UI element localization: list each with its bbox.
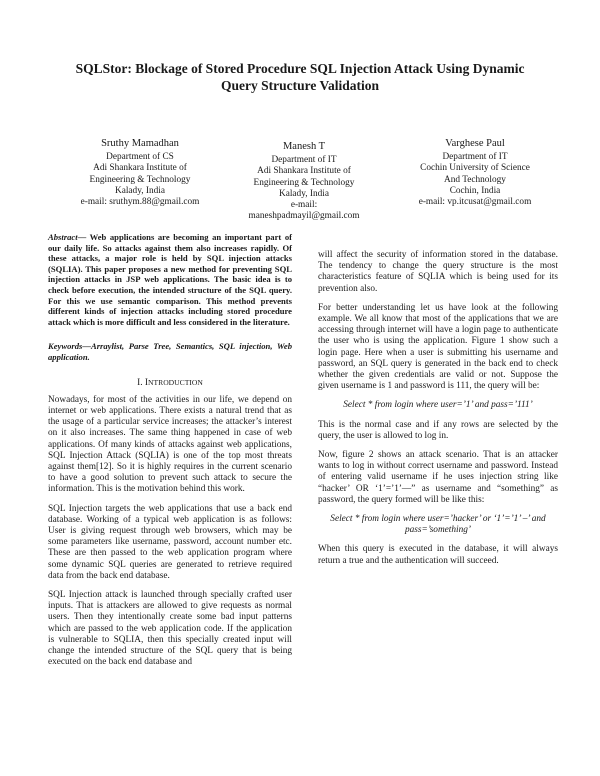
author-email-label: e-mail: (290, 200, 318, 211)
author-location: Kalady, India (115, 185, 165, 196)
keywords: Keywords—Arraylist, Parse Tree, Semantics, SQL injection, Web application. (48, 341, 292, 362)
paragraph: When this query is executed in the database, it will always return a true and the authentication will succeed. (318, 544, 558, 566)
author-dept: Department of IT (442, 152, 508, 163)
author-inst-2: Engineering & Technology (89, 174, 191, 185)
author-location: Cochin, India (449, 185, 501, 196)
author-dept: Department of IT (271, 155, 337, 166)
author-block-3 (390, 138, 560, 208)
author-name: Manesh T (282, 141, 326, 152)
author-inst: Cochin University of Science (420, 163, 530, 174)
paragraph: Nowadays, for most of the activities in our life, we depend on internet or web applications. There exists a natural trend that as the usage of a particular service increases; the attacker’s interest on it also increases. The same thing happened in case of web applications. Of many kinds of attacks against web applications, SQL Injection Attack (SQLIA) is one of the top most threats against them[12]. So it is highly requires in the current scenario to have a good solution to prevent such attack to secure the information. This is the motivation behind this work. (48, 394, 292, 495)
left-column (48, 232, 292, 676)
author-name: Varghese Paul (445, 138, 505, 149)
paragraph: For better understanding let us have look at the following example. We all know that most of the applications that we are accessing through internet will have a login page to authenticate the user who is using the application. Figure 1 show such a login page. Here when a user is submitting his username and password, an SQL query is generated in the back end to check whether the given credentials are valid or not. Suppose the given username is 1 and password is 111, the query will be: (318, 302, 558, 392)
section-number: I. (137, 377, 143, 388)
author-inst: Adi Shankara Institute of (93, 163, 187, 174)
section-title-rest: NTRODUCTION (148, 377, 203, 387)
author-dept: Department of CS (106, 152, 174, 163)
sql-query-2 (318, 514, 558, 536)
sql-query-1: Select * from login where user=’1’ and pass=’111’ (343, 400, 533, 411)
author-inst-2: Engineering & Technology (253, 177, 355, 188)
author-email: maneshpadmayil@gmail.com (248, 211, 360, 222)
paragraph: Now, figure 2 shows an attack scenario. That is an attacker wants to log in without correct username and password. Instead of entering valid username if he uses injection string like “hacker’ OR ‘1’=’1’—” as username and “something” as password, the query formed will be like this: (318, 450, 558, 505)
title-line-1: SQLStor: Blockage of Stored Procedure SQL Injection Attack Using Dynamic (75, 61, 525, 76)
abstract-body: — Web applications are becoming an important part of our daily life. So attacks against them also increases rapidly. Of these attacks, a major role is held by SQL injection attacks (SQLIA). This paper proposes a new method for preventing SQL injection attacks in JSP web applications. The basic idea is to check before execution, the intended structure of the SQL query. For this we use semantic comparison. This method prevents different kinds of injection attacks including stored procedure attack which is more difficult and less considered in the literature. (48, 232, 292, 327)
section-title-cap: I (144, 377, 148, 388)
title-line-2: Query Structure Validation (220, 78, 379, 93)
author-inst: Adi Shankara Institute of (257, 166, 351, 177)
sql-query-2-line-1: Select * from login where user=’hacker’ or ‘1’=’1’ –’ and (330, 514, 546, 525)
author-email: e-mail: vp.itcusat@gmail.com (418, 197, 532, 208)
author-email: e-mail: sruthym.88@gmail.com (80, 197, 200, 208)
right-column (318, 250, 558, 575)
author-location: Kalady, India (279, 188, 329, 199)
author-block-2 (224, 141, 384, 222)
paper-title (40, 60, 560, 94)
author-name: Sruthy Mamadhan (101, 138, 179, 149)
sql-query-2-line-2: pass=’something’ (404, 525, 472, 536)
abstract (48, 232, 292, 327)
paragraph: SQL Injection attack is launched through specially crafted user inputs. That is attackers are allowed to give requests as normal users. Then they intentionally create some bad input patterns which are passed to the web application code. If the application is vulnerable to SQLIA, then this specially created input will change the intended structure of the SQL query that is being executed on the back end database and (48, 589, 292, 668)
author-block-1 (60, 138, 220, 208)
section-heading-introduction (48, 377, 292, 389)
abstract-lead: Abstract (48, 232, 78, 242)
paragraph: SQL Injection targets the web applications that use a back end database. Working of a typical web application is as follows: User is giving request through web browsers, which may be some parameters like username, password, account number etc. These are then passed to the web application program where some dynamic SQL queries are generated to retrieve required data from the back end database. (48, 503, 292, 581)
paragraph: This is the normal case and if any rows are selected by the query, the user is allowed to log in. (318, 419, 558, 441)
paragraph: will affect the security of information stored in the database. The tendency to change the query structure is the most characteristics feature of SQLIA which is being used for its prevention also. (318, 250, 558, 294)
author-inst-2: And Technology (444, 174, 506, 185)
